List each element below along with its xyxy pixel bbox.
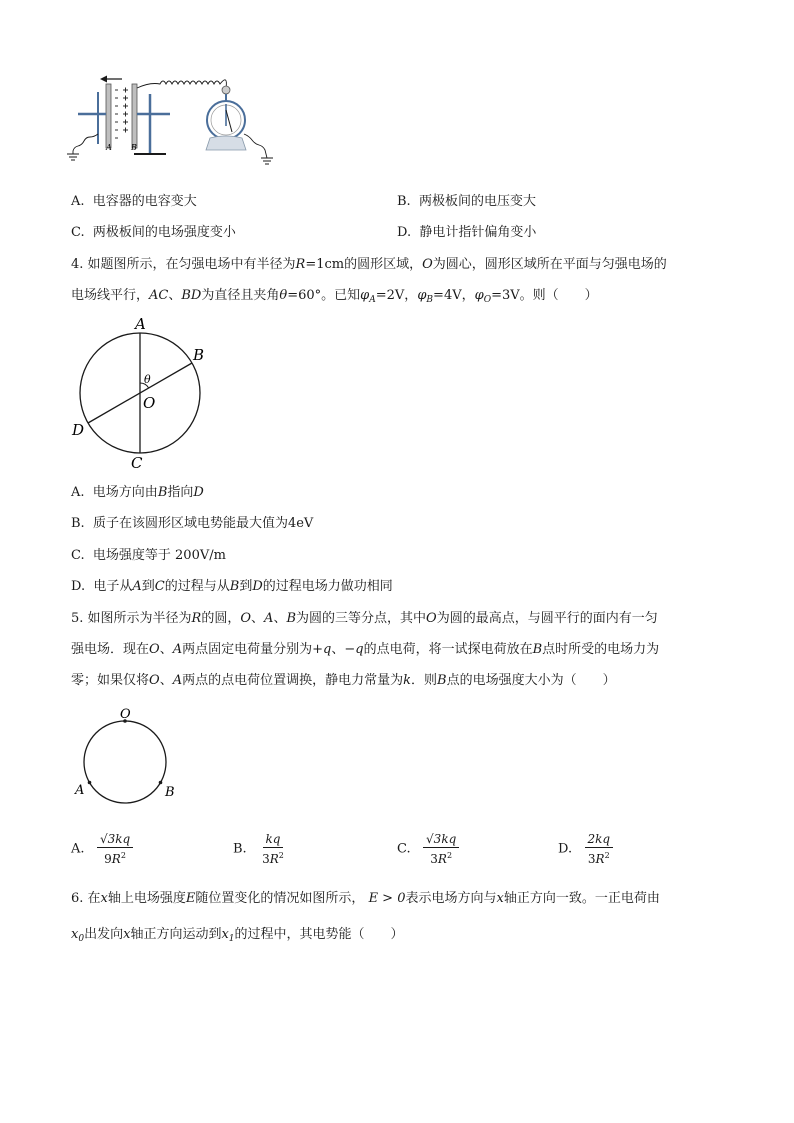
- q4-stem-line2: 电场线平行，AC、BD为直径且夹角θ=60°。已知$\varphi_A=2V$，$\varphi_B=4V$，$\varphi_O=3V$。则（ ）: [71, 288, 598, 305]
- q5-stem-line3: 零；如果仅将O、A两点的点电荷位置调换，静电力常量为k．则B点的电场强度大小为（ ）: [71, 673, 616, 688]
- q5-stem-line2: 强电场．现在O、A两点固定电荷量分别为+q、−q的点电荷，将一试探电荷放在B点时所受的电场力为: [71, 642, 660, 657]
- q5-option-d[interactable]: D. $\frac{2kq}{3R^2}$: [558, 832, 613, 866]
- point-b-label: B: [193, 346, 205, 364]
- point-a-label: A: [75, 783, 85, 798]
- q4-option-c[interactable]: C. 电场强度等于 200V/m: [71, 548, 226, 563]
- q3-option-d[interactable]: [397, 224, 536, 242]
- q5-option-b[interactable]: B. $\frac{kq}{3R^2}$: [233, 832, 287, 866]
- q6-stem-line1: 6. 在x轴上电场强度E随位置变化的情况如图所示， E > 0表示电场方向与x轴正方向一致。一正电荷由: [71, 891, 660, 906]
- q5-option-a[interactable]: A. $\frac{√3kq}{9R^2}$: [71, 832, 133, 866]
- q3-option-c[interactable]: [71, 224, 236, 242]
- option-letter: B.: [397, 194, 411, 209]
- point-d-label: D: [72, 421, 85, 439]
- plate-a-label: A: [106, 143, 112, 152]
- option-letter: C.: [71, 225, 85, 240]
- q5-stem-line1: 5. 如图所示为半径为R的圆，O、A、B为圆的三等分点，其中O为圆的最高点，与圆平行的面内有一匀: [71, 611, 658, 626]
- q4-option-a[interactable]: A. 电场方向由B指向D: [71, 485, 204, 500]
- point-c-label: C: [131, 454, 143, 472]
- fraction: $\frac{2kq}{3R^2}$: [585, 832, 614, 866]
- option-text: 静电计指针偏角变小: [419, 225, 537, 240]
- angle-theta-label: θ: [144, 373, 151, 386]
- q3-option-b[interactable]: [397, 193, 536, 211]
- option-letter: D.: [397, 225, 412, 240]
- option-text: 电容器的电容变大: [92, 194, 197, 209]
- capacitor-electrometer-figure: [60, 68, 290, 178]
- q4-option-d[interactable]: D. 电子从A到C的过程与从B到D的过程电场力做功相同: [71, 579, 393, 594]
- q5-option-c[interactable]: C. $\frac{√3kq}{3R^2}$: [397, 832, 459, 866]
- center-o-label: O: [143, 394, 156, 412]
- q4-stem-line1: 4. 如题图所示，在匀强电场中有半径为R=1cm的圆形区域，O为圆心，圆形区域所在平面与匀强电场的: [71, 257, 667, 272]
- fraction: $\frac{√3kq}{9R^2}$: [97, 832, 133, 866]
- fraction: $\frac{kq}{3R^2}$: [262, 832, 284, 866]
- fraction: $\frac{√3kq}{3R^2}$: [423, 832, 459, 866]
- q5-circle-figure: [70, 704, 190, 808]
- q4-circle-figure: [66, 312, 216, 474]
- point-o-label: O: [120, 707, 131, 722]
- point-b-label: B: [165, 785, 175, 800]
- option-text: 两极板间的电场强度变小: [92, 225, 236, 240]
- plate-b-label: B: [131, 143, 137, 152]
- option-letter: A.: [71, 194, 85, 209]
- option-text: 两极板间的电压变大: [418, 194, 536, 209]
- q3-option-a[interactable]: [71, 193, 197, 211]
- point-a-label: A: [135, 315, 146, 333]
- q4-option-b[interactable]: B. 质子在该圆形区域电势能最大值为4eV: [71, 516, 314, 531]
- q6-stem-line2: $x_0$出发向x轴正方向运动到$x_1$的过程中，其电势能（ ）: [71, 927, 404, 944]
